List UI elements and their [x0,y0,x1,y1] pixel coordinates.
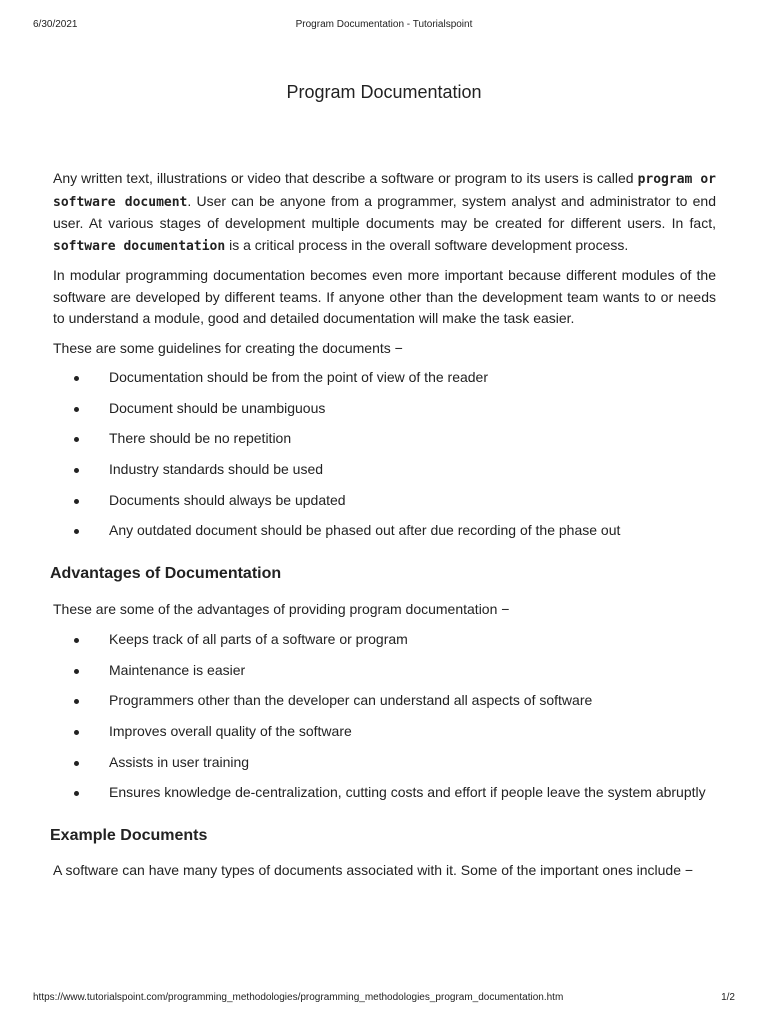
list-item-text: Document should be unambiguous [109,399,326,416]
intro-text-end: is a critical process in the overall software development process. [225,236,629,253]
print-header-title: Program Documentation - Tutorialspoint [295,19,473,30]
list-item [53,752,716,773]
list-item-text: Maintenance is easier [109,661,246,678]
list-item [53,459,716,480]
intro-text: Any written text, illustrations or video that describe a software or program to its users is called [53,170,638,186]
list-item [53,520,716,541]
examples-intro: A software can have many types of documents associated with it. Some of the important ones include − [53,862,694,879]
term-software-documentation: software documentation [53,238,226,254]
bullet-icon [74,529,79,534]
list-item [53,398,716,419]
list-item-text: Programmers other than the developer can understand all aspects of software [109,692,593,709]
bullet-icon [74,499,79,504]
article-body [50,168,716,882]
bullet-icon [74,376,79,381]
list-item-text: Ensures knowledge de-centralization, cutting costs and effort if people leave the system abruptly [109,784,706,801]
list-item [53,690,716,711]
bullet-icon [74,761,79,766]
bullet-icon [74,699,79,704]
bullet-icon [74,638,79,643]
guidelines-list [53,367,716,541]
bullet-icon [74,407,79,412]
list-item-text: There should be no repetition [109,430,292,447]
list-item-text: Assists in user training [109,753,250,770]
examples-heading: Example Documents [50,827,208,845]
list-item [53,428,716,449]
intro-paragraph [53,168,716,257]
bullet-icon [74,669,79,674]
list-item-text: Documentation should be from the point of view of the reader [109,369,488,385]
list-item [53,490,716,511]
list-item [53,782,716,803]
list-item [53,721,716,742]
bullet-icon [74,791,79,796]
intro-text-cont: . User can be anyone from a programmer, system analyst and administrator to end user. At various stages of development multiple documents may be created for different users. In fact, [53,192,716,231]
list-item [53,367,716,388]
bullet-icon [74,437,79,442]
term-program-document: program or software document [53,172,716,210]
advantages-heading: Advantages of Documentation [50,565,282,583]
list-item-text: Improves overall quality of the software [109,723,352,739]
bullet-icon [74,468,79,473]
modular-paragraph: In modular programming documentation becomes even more important because different modules of the software are developed by different teams. If anyone other than the development team wants to or needs to understand a module, good and detailed documentation will make the task easier. [53,267,716,326]
advantages-list [53,629,716,803]
list-item-text: Documents should always be updated [109,491,346,508]
list-item-text: Industry standards should be used [109,461,324,478]
page-number: 1/2 [721,992,735,1003]
list-item-text: Any outdated document should be phased out after due recording of the phase out [109,522,621,539]
bullet-icon [74,730,79,735]
print-footer-url: https://www.tutorialspoint.com/programming_methodologies/programming_methodologies_program_documentation.htm [33,992,564,1003]
list-item [53,660,716,681]
guidelines-intro: These are some guidelines for creating the documents − [53,339,403,356]
page-title: Program Documentation [286,82,482,102]
list-item-text: Keeps track of all parts of a software or program [109,630,408,647]
advantages-intro: These are some of the advantages of providing program documentation − [53,601,510,618]
list-item [53,629,716,650]
print-date: 6/30/2021 [33,19,78,30]
